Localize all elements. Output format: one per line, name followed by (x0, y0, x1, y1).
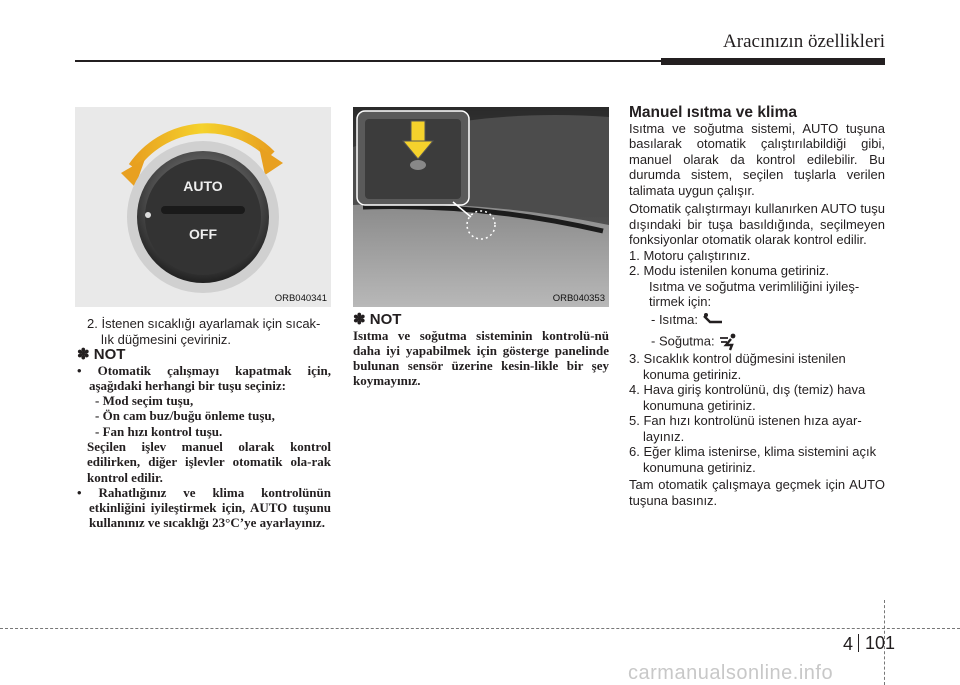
paragraph: Tam otomatik çalışmaya geçmek için AUTO tuşuna basınız. (629, 477, 885, 508)
step-6: 6. Eğer klima istenirse, klima sistemini açık konumuna getiriniz. (629, 444, 877, 475)
step-2-text: 2. İstenen sıcaklığı ayarlamak için sıcak-lık düğmesini çeviriniz. (87, 316, 321, 347)
right-column (629, 105, 885, 508)
knob-off-label: OFF (189, 226, 217, 242)
step-5: 5. Fan hızı kontrolünü istenen hıza ayar-layınız. (629, 413, 862, 444)
header-rule (75, 60, 661, 62)
watermark: carmanualsonline.info (628, 662, 834, 684)
middle-column (353, 312, 609, 389)
sensor-figure (353, 107, 609, 307)
note-bullet-2: • Rahatlığınız ve klima kontrolünün etkinliğini iyileştirmek için, AUTO tuşunu kullanınız ve sıcaklığı 23°C’ye ayarlayınız. (77, 484, 331, 531)
paragraph: Otomatik çalıştırmayı kullanırken AUTO tuşu dışındaki bir tuşa basıldığında, seçilmeyen fonksiyonlar otomatik olarak kontrol edilir. (629, 201, 885, 247)
figure-caption: ORB040341 (274, 293, 327, 304)
note-item: - Ön cam buz/buğu önleme tuşu, (95, 408, 275, 424)
section-heading: Manuel ısıtma ve klima (629, 104, 797, 121)
step-4: 4. Hava giriş kontrolünü, dış (temiz) hava konumuna getiriniz. (629, 382, 866, 413)
footer-rule (0, 628, 960, 629)
note-item: - Fan hızı kontrol tuşu. (95, 423, 223, 439)
cool-mode (629, 333, 885, 351)
note-heading: ✽ NOT (353, 311, 402, 328)
figure-caption: ORB040353 (552, 293, 605, 304)
step-2: 2. Modu istenilen konuma getiriniz. (629, 263, 830, 278)
note-bullet-1: • Otomatik çalışmayı kapatmak için, aşağıdaki herhangi bir tuşu seçiniz: (77, 362, 331, 393)
heat-label: - Isıtma: (651, 311, 698, 327)
step-2-sub: Isıtma ve soğutma verimliliğini iyileş-tirmek için: (649, 278, 860, 309)
section-title: Aracınızın özellikleri (723, 31, 885, 52)
left-column (77, 316, 331, 531)
note-heading: ✽ NOT (77, 346, 126, 363)
paragraph: Isıtma ve soğutma sistemi, AUTO tuşuna basılarak otomatik çalıştırılabildiği gibi, manuel olarak da kontrol edilebilir. Bu durumda sistem, seçilen tuşlarla verilen talimata uygun çalışır. (629, 120, 885, 198)
sensor-illustration (353, 107, 609, 307)
step-1: 1. Motoru çalıştırınız. (629, 247, 751, 263)
knob-illustration (75, 107, 331, 307)
face-mode-icon (718, 333, 740, 351)
page-number: 101 (858, 634, 895, 652)
knob-figure (75, 107, 331, 307)
note-text: Isıtma ve soğutma sisteminin kontrolü-nü daha iyi yapabilmek için gösterge panelinde bulunan sensör üzerine kesin-likle bir şey koymayınız. (353, 327, 609, 389)
floor-mode-icon (702, 313, 724, 327)
cool-label: - Soğutma: (651, 333, 715, 349)
note-item: - Mod seçim tuşu, (95, 393, 194, 409)
step-3: 3. Sıcaklık kontrol düğmesini istenilen konuma getiriniz. (629, 351, 846, 382)
knob-auto-label: AUTO (183, 178, 223, 194)
note-bullet-1-tail: Seçilen işlev manuel olarak kontrol edilirken, diğer işlevler otomatik ola-rak kontrol edilir. (87, 438, 331, 485)
heat-mode (629, 312, 885, 328)
header-bar (661, 58, 885, 65)
chapter-number: 4 (843, 634, 854, 654)
